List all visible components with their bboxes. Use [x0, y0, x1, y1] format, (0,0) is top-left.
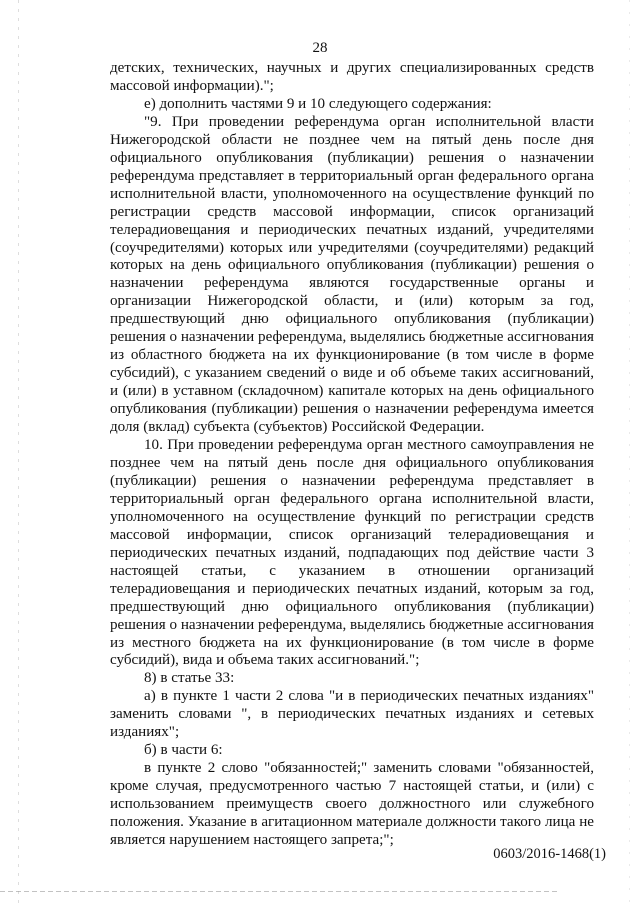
page-number: 28	[312, 40, 328, 56]
scan-margin-line-left	[18, 0, 19, 905]
document-code: 0603/2016-1468(1)	[493, 846, 606, 862]
paragraph-article-33: 8) в статье 33:	[144, 670, 235, 687]
paragraph-item-b: б) в части 6:	[144, 742, 223, 759]
document-body	[110, 60, 594, 850]
paragraph-point-2: в пункте 2 слово "обязанностей;" заменить словами "обязанностей, кроме случая, предусмотренного частью 7 настоящей статьи, и (или) с использованием преимуществ своего должностного или служебного положения. Указание в агитационном материале должности такого лица не является нарушением настоящего запрета;";	[110, 760, 594, 848]
paragraph-amendment-e: е) дополнить частями 9 и 10 следующего содержания:	[144, 95, 492, 112]
scan-margin-line-right	[629, 0, 630, 905]
paragraph-part-9: "9. При проведении референдума орган исполнительной власти Нижегородской области не позднее чем на пятый день после дня официального опубликования (публикации) решения о назначении референдума представляет в территориальный орган федерального органа исполнительной власти, уполномоченного на осуществление функций по регистрации средств массовой информации, список организаций телерадиовещания и периодических печатных изданий, учредителями (соучредителями) которых или учредителями (соучредителями) редакций которых на день официального опубликования (публикации) решения о назначении референдума являются государственные органы и организации Нижегородской области, и (или) которым за год, предшествующий дню официального опубликования (публикации) решения о назначении референдума, выделялись бюджетные ассигнования из областного бюджета на их функционирование (в том числе в форме субсидий), с указанием сведений о виде и об объеме таких ассигнований, и (или) в уставном (складочном) капитале которых на день официального опубликования (публикации) решения о назначении референдума имеется доля (вклад) субъекта (субъектов) Российской Федерации.	[110, 113, 594, 436]
paragraph-item-a: а) в пункте 1 части 2 слова "и в периодических печатных изданиях" заменить словами ", в периодических печатных изданиях и сетевых изданиях";	[110, 688, 594, 741]
scan-bottom-rule	[0, 891, 560, 892]
paragraph-continuation: детских, технических, научных и других специализированных средств массовой информации).";	[110, 60, 594, 94]
paragraph-part-10: 10. При проведении референдума орган местного самоуправления не позднее чем на пятый день после дня официального опубликования (публикации) решения о назначении референдума представляет в территориальный орган федерального органа исполнительной власти, уполномоченного на осуществление функций по регистрации средств массовой информации, список организаций телерадиовещания и периодических печатных изданий, подпадающих под действие части 3 настоящей статьи, с указанием в отношении организаций телерадиовещания и периодических печатных изданий, которым за год, предшествующий дню официального опубликования (публикации) решения о назначении референдума, выделялись бюджетные ассигнования из местного бюджета на их функционирование (в том числе в форме субсидий), вида и объема таких ассигнований.";	[110, 437, 594, 669]
